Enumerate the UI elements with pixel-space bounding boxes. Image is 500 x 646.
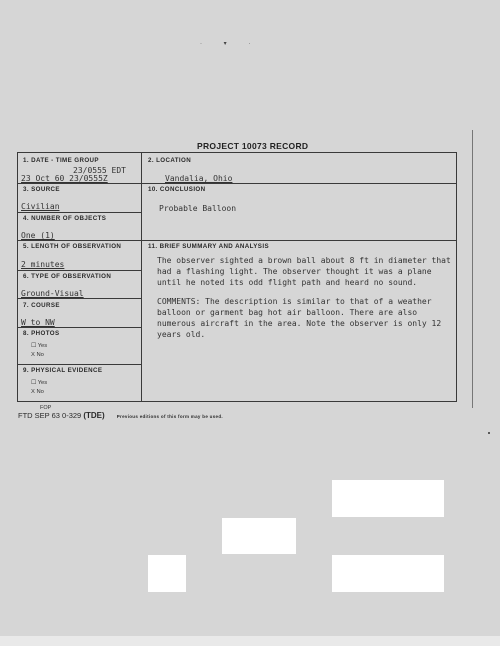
row-divider	[18, 364, 141, 365]
date-time-label: 1. DATE - TIME GROUP	[23, 157, 99, 164]
redaction-block	[332, 555, 444, 592]
scan-bottom-edge	[0, 636, 500, 646]
footer-form-number: FTD SEP 63 0-329	[18, 411, 82, 420]
physical-evidence-yes-option	[31, 380, 47, 386]
physical-evidence-no-option	[31, 389, 44, 395]
record-title: PROJECT 10073 RECORD	[197, 141, 309, 151]
summary-text	[157, 255, 457, 348]
physical-evidence-no-label: No	[36, 389, 44, 395]
footer-notice: Previous editions of this form may be used.	[116, 414, 223, 419]
photos-yes-label: Yes	[37, 343, 48, 349]
row-divider	[141, 240, 457, 241]
photos-no-mark: X	[31, 352, 35, 358]
footer-fop: FOP	[40, 405, 52, 411]
length-of-observation-value: 2 minutes	[21, 260, 65, 269]
location-label: 2. LOCATION	[148, 157, 192, 164]
photos-yes-option	[31, 343, 47, 349]
row-divider	[18, 240, 141, 241]
number-of-objects-value: One (1)	[21, 231, 55, 240]
record-form	[17, 152, 457, 402]
photos-label: 8. PHOTOS	[23, 330, 60, 337]
course-label: 7. COURSE	[23, 302, 60, 309]
summary-label: 11. BRIEF SUMMARY AND ANALYSIS	[148, 243, 269, 250]
length-of-observation-label: 5. LENGTH OF OBSERVATION	[23, 243, 122, 250]
photos-no-label: No	[36, 352, 44, 358]
physical-evidence-yes-label: Yes	[37, 380, 48, 386]
row-divider	[18, 327, 141, 328]
photos-yes-checkbox: ☐	[31, 343, 37, 349]
footer-form-code: (TDE)	[83, 411, 105, 420]
date-time-value-1: 23/0555 EDT	[73, 166, 126, 175]
row-divider	[18, 270, 141, 271]
redaction-block	[332, 480, 444, 517]
column-divider	[141, 153, 142, 401]
source-value: Civilian	[21, 202, 60, 211]
type-of-observation-value: Ground-Visual	[21, 289, 84, 298]
physical-evidence-no-mark: X	[31, 389, 35, 395]
margin-rule	[472, 130, 473, 408]
redaction-block	[222, 518, 296, 554]
row-divider	[18, 212, 141, 213]
date-time-value-2: 23 Oct 60 23/0555Z	[21, 174, 108, 183]
row-divider	[18, 298, 141, 299]
margin-speck	[488, 432, 490, 434]
photos-no-option	[31, 352, 44, 358]
physical-evidence-label: 9. PHYSICAL EVIDENCE	[23, 367, 103, 374]
scan-specks: · ▾ ·	[200, 41, 261, 47]
row-divider	[141, 183, 457, 184]
summary-paragraph-2: COMMENTS: The description is similar to that of a weather balloon or garment bag hot air balloon. There are also numerous aircraft in the area. Note the observer is only 12 years old.	[157, 297, 442, 339]
type-of-observation-label: 6. TYPE OF OBSERVATION	[23, 273, 112, 280]
conclusion-label: 10. CONCLUSION	[148, 186, 206, 193]
footer-form-info	[18, 411, 223, 420]
course-value: W to NW	[21, 318, 55, 327]
location-value: Vandalia, Ohio	[165, 174, 233, 183]
number-of-objects-label: 4. NUMBER OF OBJECTS	[23, 215, 107, 222]
row-divider	[18, 183, 141, 184]
physical-evidence-yes-checkbox: ☐	[31, 380, 37, 386]
conclusion-value: Probable Balloon	[159, 204, 237, 213]
redaction-block	[148, 555, 186, 592]
summary-paragraph-1: The observer sighted a brown ball about 8 ft in diameter that had a flashing light. The observer thought it was a plane until he noted its odd flight path and heard no sound.	[157, 256, 451, 287]
source-label: 3. SOURCE	[23, 186, 60, 193]
